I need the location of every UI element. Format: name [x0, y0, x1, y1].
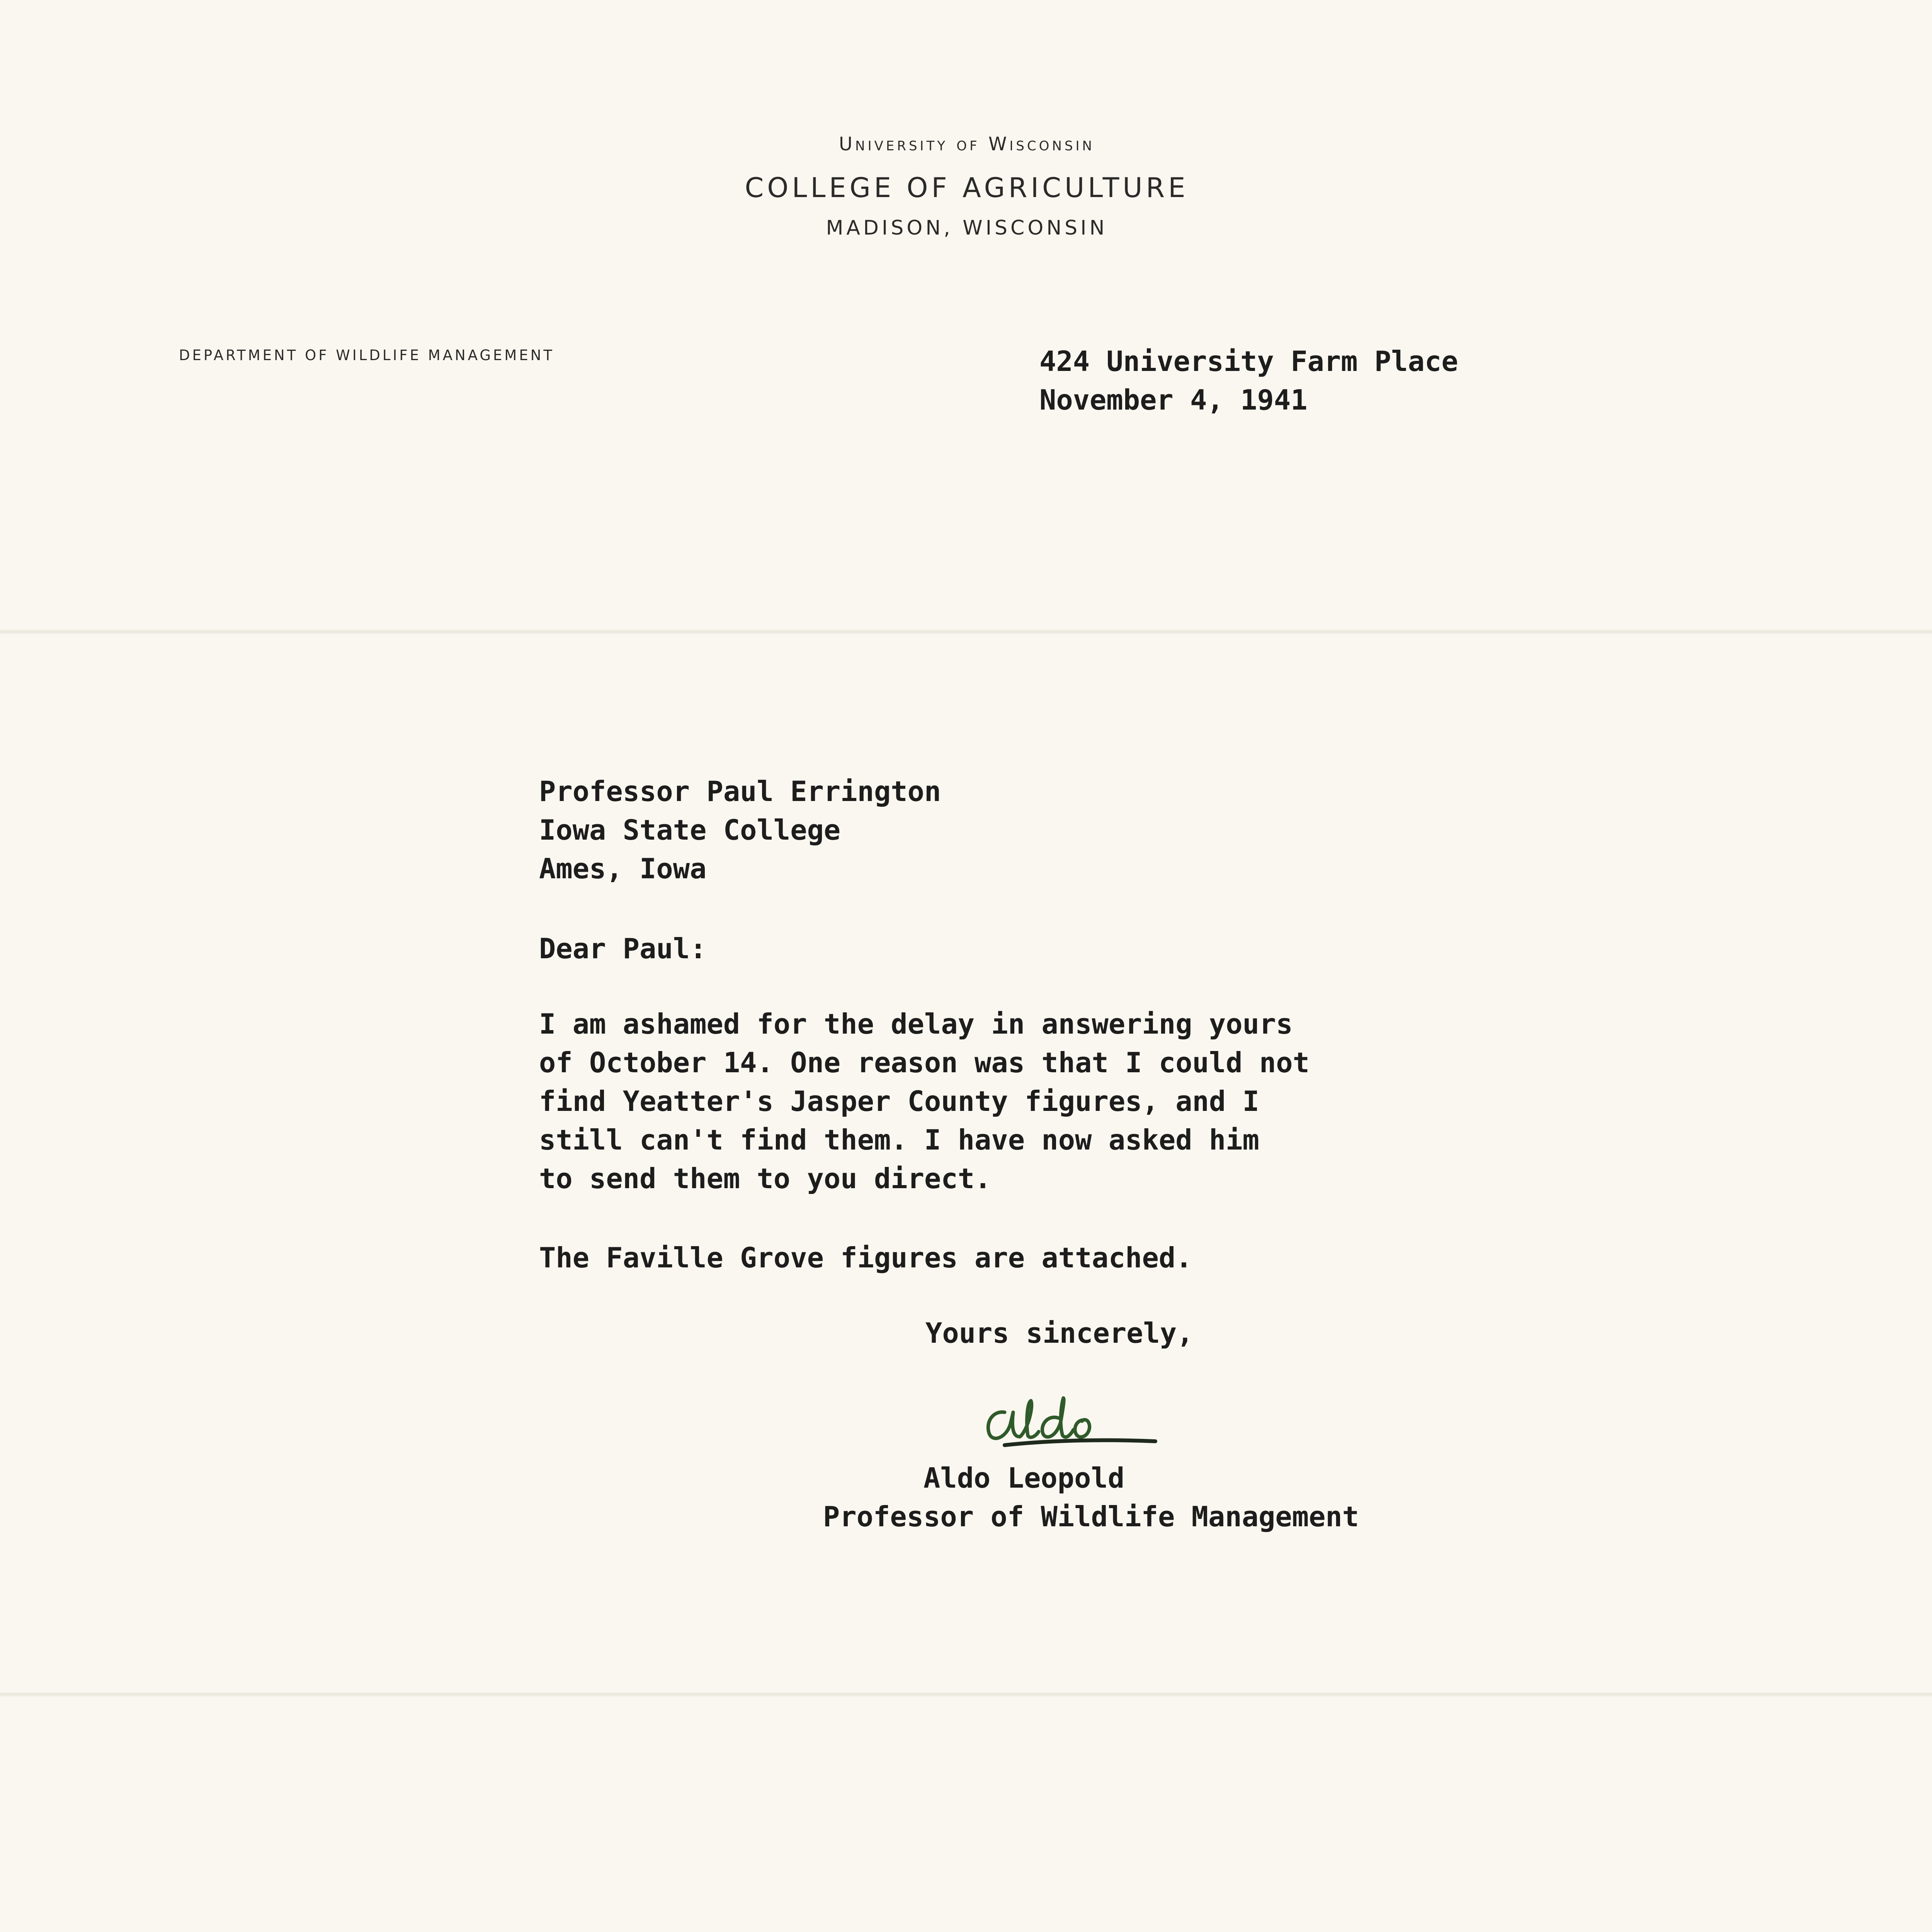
letterhead-department: DEPARTMENT OF WILDLIFE MANAGEMENT [179, 347, 555, 364]
letterhead-city: MADISON, WISCONSIN [826, 216, 1108, 240]
recipient-name: Professor Paul Errington [539, 775, 941, 808]
letterhead-college: COLLEGE OF AGRICULTURE [745, 172, 1189, 204]
sender-address-block [1039, 342, 1458, 419]
recipient-city: Ames, Iowa [539, 852, 707, 885]
signer-name: Aldo Leopold [923, 1462, 1125, 1494]
recipient-block [539, 772, 941, 888]
recipient-institution: Iowa State College [539, 814, 841, 846]
body-paragraph-2: The Faville Grove figures are attached. [539, 1242, 1192, 1274]
body-paragraph-1 [539, 1005, 1310, 1198]
paper-fold-line [0, 1692, 1932, 1697]
body-line: find Yeatter's Jasper County figures, and I [539, 1085, 1259, 1117]
body-line: I am ashamed for the delay in answering yours [539, 1008, 1293, 1040]
signer-block [823, 1459, 1359, 1536]
salutation: Dear Paul: [539, 932, 707, 965]
body-line: to send them to you direct. [539, 1162, 992, 1195]
paper-fold-line [0, 629, 1932, 634]
letterhead-university: University of Wisconsin [839, 133, 1095, 155]
signer-title: Professor of Wildlife Management [823, 1500, 1359, 1533]
closing: Yours sincerely, [925, 1317, 1194, 1349]
handwritten-signature [978, 1391, 1163, 1453]
body-line: still can't find them. I have now asked him [539, 1124, 1259, 1156]
sender-street: 424 University Farm Place [1039, 345, 1458, 378]
body-line: of October 14. One reason was that I could not [539, 1046, 1310, 1079]
letter-date: November 4, 1941 [1039, 384, 1308, 416]
